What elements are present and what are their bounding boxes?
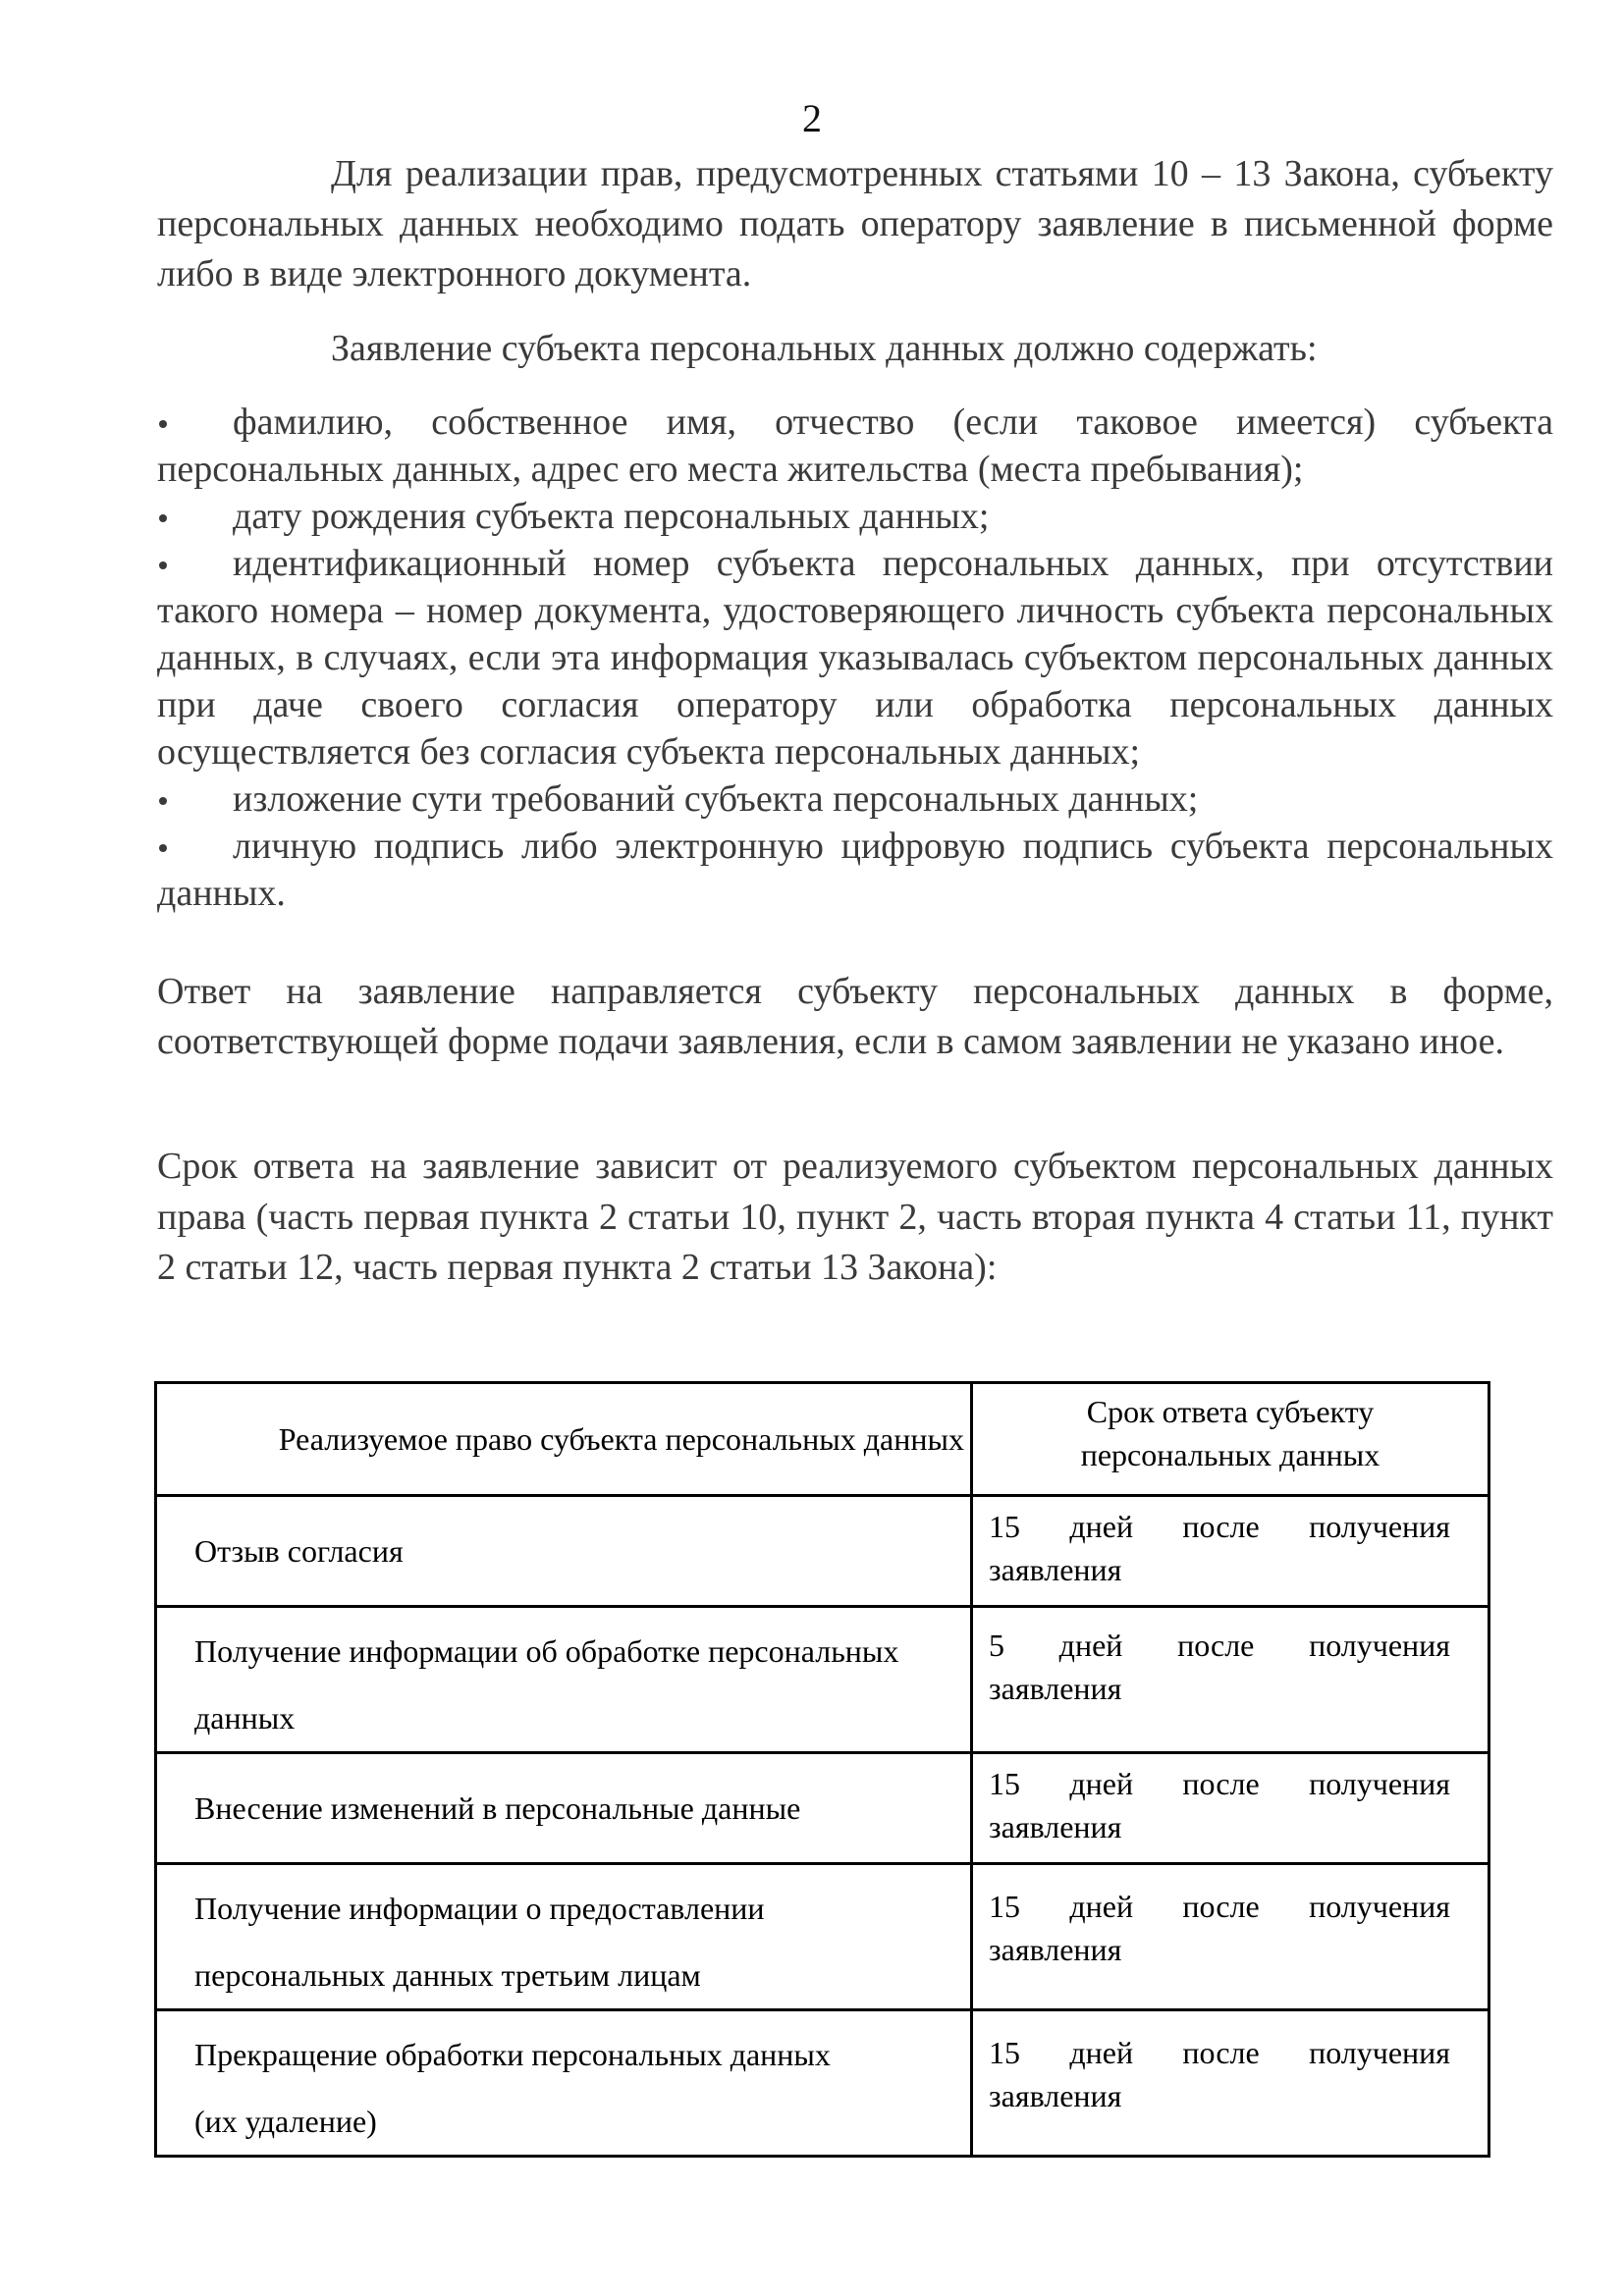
list-item-text: идентификационный номер субъекта персональных данных, при отсутствии такого номера – номер документа, удостоверяющего личность субъекта персональных данных, в случаях, если эта информация указывалась субъектом персональных данных при даче своего согласия оператору или обработка персональных данных осуществляется без согласия субъекта персональных данных; (157, 543, 1553, 773)
list-item (157, 823, 1553, 917)
table-row (156, 1607, 1489, 1753)
list-item (157, 399, 1553, 493)
list-item-text: изложение сути требований субъекта персональных данных; (233, 778, 1199, 820)
term-cell (972, 1607, 1489, 1753)
right-text-line2: персональных данных третьим лицам (194, 1957, 701, 1993)
term-text-line2: заявления (989, 1671, 1122, 1706)
right-text-line1: Получение информации о предоставлении (194, 1891, 765, 1926)
header-term-line1: Срок ответа субъекту (1086, 1394, 1375, 1429)
right-text-line2: (их удаление) (194, 2104, 377, 2139)
term-cell (972, 1864, 1489, 2010)
right-cell (156, 1864, 972, 2010)
list-item (157, 775, 1553, 823)
header-term-cell (972, 1383, 1489, 1496)
header-term-line2: персональных данных (1080, 1437, 1380, 1472)
right-text: Отзыв согласия (194, 1533, 404, 1569)
response-form-paragraph: Ответ на заявление направляется субъекту персональных данных в форме, соответствующей форме подачи заявления, если в самом заявлении не указано иное. (157, 971, 1553, 1062)
requirements-list (157, 399, 1553, 917)
table-header-row (156, 1383, 1489, 1496)
term-cell (972, 1496, 1489, 1607)
page-number: 2 (802, 96, 822, 140)
right-cell (156, 2010, 972, 2157)
term-text-line2: заявления (989, 1809, 1122, 1844)
table-row (156, 1864, 1489, 2010)
list-item (157, 540, 1553, 775)
list-item-text: дату рождения субъекта персональных данных; (233, 496, 990, 537)
right-text-line1: Получение информации об обработке персональных (194, 1633, 899, 1669)
term-text-line2: заявления (989, 1932, 1122, 1967)
right-text: Внесение изменений в персональные данные (194, 1790, 801, 1826)
response-term-paragraph: Срок ответа на заявление зависит от реализуемого субъектом персональных данных права (часть первая пункта 2 статьи 10, пункт 2, часть вторая пункта 4 статьи 11, пункт 2 статьи 12, часть первая пункта 2 статьи 13 Закона): (157, 1146, 1553, 1288)
list-item-text: личную подпись либо электронную цифровую подпись субъекта персональных данных. (157, 826, 1553, 914)
term-text-line2: заявления (989, 1552, 1122, 1587)
right-cell (156, 1753, 972, 1864)
intro-paragraph: Для реализации прав, предусмотренных статьями 10 – 13 Закона, субъекту персональных данных необходимо подать оператору заявление в письменной форме либо в виде электронного документа. (157, 153, 1553, 294)
response-terms-table (154, 1381, 1490, 2158)
table-row (156, 2010, 1489, 2157)
right-text-line2: данных (194, 1700, 296, 1735)
term-cell (972, 1753, 1489, 1864)
list-item-text: фамилию, собственное имя, отчество (если таковое имеется) субъекта персональных данных, адрес его места жительства (места пребывания); (157, 401, 1553, 490)
term-text-line2: заявления (989, 2078, 1122, 2113)
right-cell (156, 1496, 972, 1607)
header-right-cell: Реализуемое право субъекта персональных данных (156, 1383, 972, 1496)
term-text-line1: 15 дней после получения (989, 1766, 1450, 1801)
table-row (156, 1496, 1489, 1607)
term-text-line1: 15 дней после получения (989, 1509, 1450, 1544)
term-cell (972, 2010, 1489, 2157)
term-text-line1: 15 дней после получения (989, 2035, 1450, 2070)
term-text-line1: 5 дней после получения (989, 1628, 1450, 1663)
list-item (157, 493, 1553, 540)
table-row (156, 1753, 1489, 1864)
right-text-line1: Прекращение обработки персональных данных (194, 2037, 831, 2072)
right-cell (156, 1607, 972, 1753)
term-text-line1: 15 дней после получения (989, 1889, 1450, 1924)
list-heading: Заявление субъекта персональных данных должно содержать: (331, 328, 1318, 369)
